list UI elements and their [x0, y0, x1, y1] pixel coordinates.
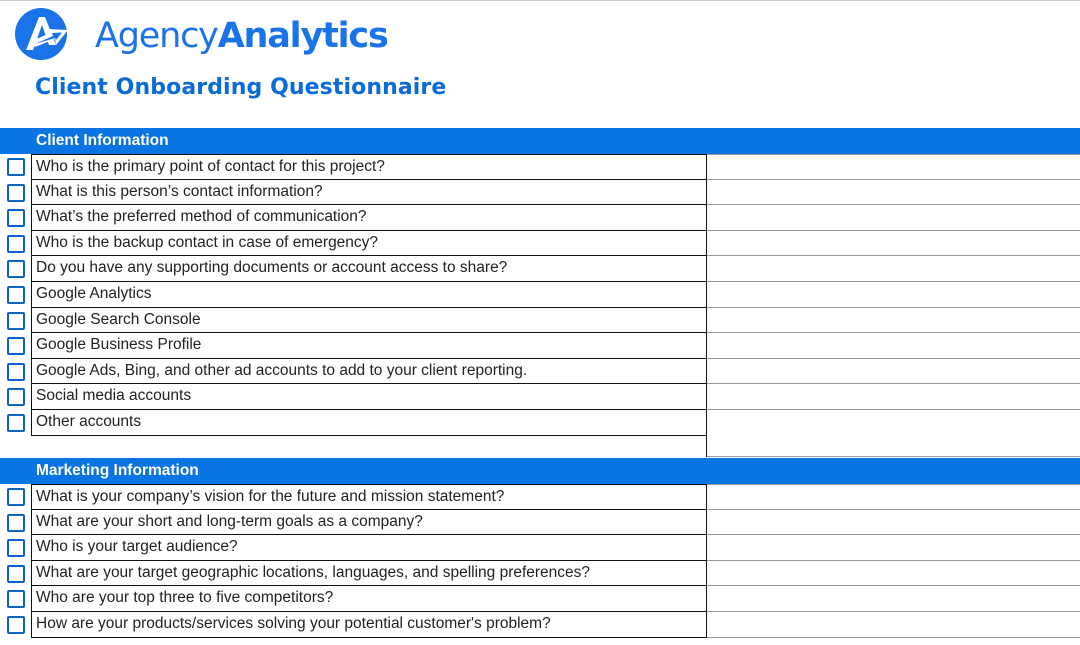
answer-cell[interactable] — [707, 359, 1080, 385]
table-row — [0, 282, 1080, 308]
checkbox[interactable] — [7, 286, 25, 304]
section-header: Client Information — [0, 128, 1080, 154]
checkbox[interactable] — [7, 312, 25, 330]
question-cell[interactable]: Who is your target audience? — [31, 535, 707, 561]
table-row — [0, 231, 1080, 257]
question-cell[interactable]: Other accounts — [31, 410, 707, 436]
answer-cell[interactable] — [707, 282, 1080, 308]
table-row — [0, 333, 1080, 359]
checkbox[interactable] — [7, 539, 25, 557]
table-row — [0, 612, 1080, 638]
answer-cell[interactable] — [707, 154, 1080, 180]
question-cell[interactable]: Who is the backup contact in case of emergency? — [31, 231, 707, 257]
table-row — [0, 561, 1080, 587]
checkbox[interactable] — [7, 488, 25, 506]
checkbox[interactable] — [7, 209, 25, 227]
question-cell[interactable]: What is this person’s contact information? — [31, 180, 707, 206]
question-cell[interactable]: What are your short and long-term goals as a company? — [31, 510, 707, 536]
table-row — [0, 484, 1080, 510]
table-row — [0, 410, 1080, 436]
table-row — [0, 510, 1080, 536]
checkbox[interactable] — [7, 260, 25, 278]
question-cell[interactable]: Who are your top three to five competitors? — [31, 586, 707, 612]
answer-cell[interactable] — [707, 435, 1080, 457]
question-cell[interactable]: Who is the primary point of contact for this project? — [31, 154, 707, 180]
section-header: Marketing Information — [0, 458, 1080, 484]
checkbox[interactable] — [7, 363, 25, 381]
answer-cell[interactable] — [707, 535, 1080, 561]
table-row — [0, 359, 1080, 385]
checkbox[interactable] — [7, 616, 25, 634]
answer-cell[interactable] — [707, 410, 1080, 436]
blank-row — [0, 435, 1080, 457]
table-row — [0, 154, 1080, 180]
question-cell[interactable]: How are your products/services solving your potential customer's problem? — [31, 612, 707, 638]
checkbox[interactable] — [7, 184, 25, 202]
brand-logo — [12, 5, 392, 61]
answer-cell[interactable] — [707, 384, 1080, 410]
question-cell[interactable]: Google Business Profile — [31, 333, 707, 359]
table-row — [0, 256, 1080, 282]
answer-cell[interactable] — [707, 256, 1080, 282]
answer-cell[interactable] — [707, 180, 1080, 206]
brand-name-part1: Agency — [95, 16, 218, 56]
question-cell[interactable]: What are your target geographic locations, languages, and spelling preferences? — [31, 561, 707, 587]
table-row — [0, 205, 1080, 231]
answer-cell[interactable] — [707, 231, 1080, 257]
page-title: Client Onboarding Questionnaire — [35, 75, 447, 100]
checkbox[interactable] — [7, 337, 25, 355]
question-cell[interactable]: Social media accounts — [31, 384, 707, 410]
table-row — [0, 384, 1080, 410]
checkbox[interactable] — [7, 565, 25, 583]
section-client-information — [0, 128, 1080, 436]
answer-cell[interactable] — [707, 205, 1080, 231]
checkbox[interactable] — [7, 590, 25, 608]
answer-cell[interactable] — [707, 308, 1080, 334]
cell-border — [706, 435, 707, 457]
brand-name-part2: Analytics — [217, 16, 388, 56]
answer-cell[interactable] — [707, 612, 1080, 638]
question-cell[interactable]: Google Search Console — [31, 308, 707, 334]
table-row — [0, 535, 1080, 561]
checkbox[interactable] — [7, 388, 25, 406]
answer-cell[interactable] — [707, 333, 1080, 359]
checkbox[interactable] — [7, 235, 25, 253]
question-list — [0, 484, 1080, 638]
section-marketing-information — [0, 458, 1080, 638]
answer-cell[interactable] — [707, 510, 1080, 536]
checkbox[interactable] — [7, 158, 25, 176]
agencyanalytics-logo-icon — [12, 5, 78, 61]
question-cell[interactable]: What is your company’s vision for the future and mission statement? — [31, 484, 707, 510]
sheet-top-border — [0, 0, 1080, 1]
table-row — [0, 586, 1080, 612]
answer-cell[interactable] — [707, 561, 1080, 587]
question-cell[interactable]: Do you have any supporting documents or account access to share? — [31, 256, 707, 282]
question-cell[interactable]: Google Ads, Bing, and other ad accounts to add to your client reporting. — [31, 359, 707, 385]
table-row — [0, 308, 1080, 334]
checkbox[interactable] — [7, 514, 25, 532]
question-cell[interactable]: Google Analytics — [31, 282, 707, 308]
question-cell[interactable]: What’s the preferred method of communication? — [31, 205, 707, 231]
checkbox[interactable] — [7, 414, 25, 432]
answer-cell[interactable] — [707, 484, 1080, 510]
question-list — [0, 154, 1080, 436]
answer-cell[interactable] — [707, 586, 1080, 612]
brand-wordmark — [95, 16, 388, 56]
table-row — [0, 180, 1080, 206]
